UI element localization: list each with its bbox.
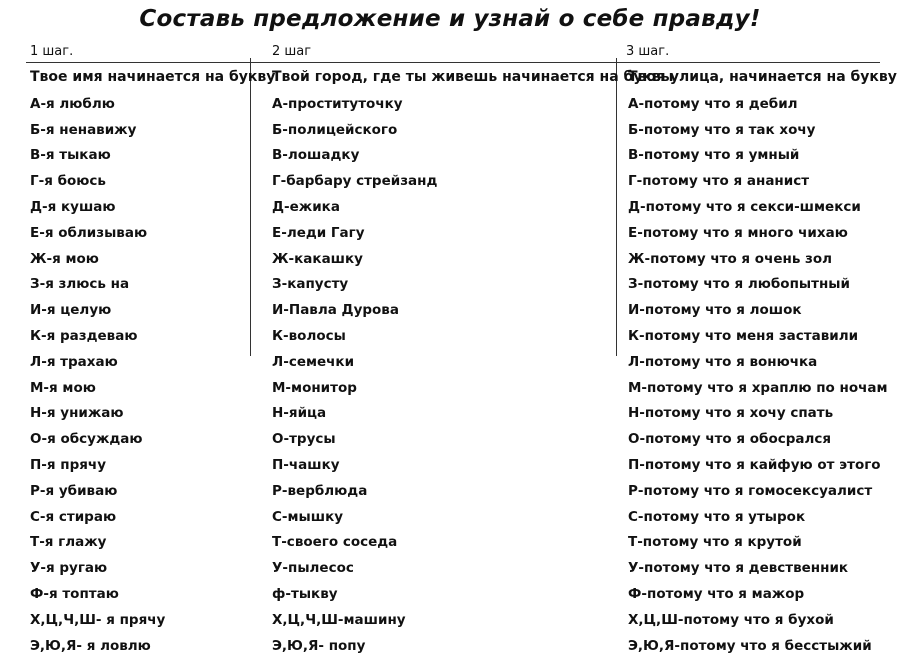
column-divider-2 (616, 58, 617, 356)
column-name-letter (30, 66, 276, 659)
list-item: М-потому что я храплю по ночам (628, 379, 888, 396)
list-item: Г-я боюсь (30, 173, 106, 190)
list-item: В-я тыкаю (30, 147, 111, 164)
column-header: Твой город, где ты живешь начинается на буквы (272, 69, 674, 85)
list-item: У-я ругаю (30, 560, 108, 577)
list-item: Л-потому что я вонючка (628, 353, 818, 370)
list-item: Н-яйца (272, 405, 327, 422)
step-3-label: 3 шаг. (626, 44, 670, 59)
list-item: З-я злюсь на (30, 276, 130, 293)
list-item: Е-я облизываю (30, 224, 148, 241)
list-item: О-я обсуждаю (30, 431, 143, 448)
list-item: И-Павла Дурова (272, 302, 399, 319)
list-item: Н-я унижаю (30, 405, 124, 422)
list-item: О-потому что я обосрался (628, 431, 832, 448)
list-item: ф-тыкву (272, 585, 338, 602)
list-item: Ф-я топтаю (30, 585, 119, 602)
list-item: А-я люблю (30, 95, 115, 112)
list-item: А-потому что я дебил (628, 95, 798, 112)
list-item: У-пылесос (272, 560, 354, 577)
step-2-label: 2 шаг (272, 44, 312, 59)
page-title: Составь предложение и узнай о себе правду! (139, 6, 761, 32)
header-divider (26, 62, 880, 63)
column-city-letter (272, 66, 674, 659)
list-item: П-потому что я кайфую от этого (628, 456, 881, 473)
list-item: С-потому что я утырок (628, 508, 806, 525)
list-item: О-трусы (272, 431, 336, 448)
list-item: Р-я убиваю (30, 482, 118, 499)
list-item: К-потому что меня заставили (628, 327, 859, 344)
list-item: У-потому что я девственник (628, 560, 849, 577)
column-divider-1 (250, 58, 251, 356)
list-item: С-мышку (272, 508, 344, 525)
list-item: М-я мою (30, 379, 96, 396)
list-item: Ж-какашку (272, 250, 363, 267)
list-item: Л-я трахаю (30, 353, 118, 370)
step-1-label: 1 шаг. (30, 44, 74, 59)
list-item: Э,Ю,Я- попу (272, 637, 366, 654)
list-item: Л-семечки (272, 353, 355, 370)
list-item: Н-потому что я хочу спать (628, 405, 834, 422)
column-header: Твоя улица, начинается на букву (628, 69, 897, 85)
list-item: И-потому что я лошок (628, 302, 802, 319)
list-item: Д-потому что я секси-шмекси (628, 198, 861, 215)
list-item: П-я прячу (30, 456, 106, 473)
list-item: Г-потому что я ананист (628, 173, 810, 190)
column-street-letter (628, 66, 897, 659)
list-item: Ж-потому что я очень зол (628, 250, 833, 267)
list-item: Х,Ц,Ш-потому что я бухой (628, 611, 834, 628)
list-item: Э,Ю,Я- я ловлю (30, 637, 151, 654)
list-item: В-лошадку (272, 147, 360, 164)
list-item: Т-я глажу (30, 534, 107, 551)
list-item: Э,Ю,Я-потому что я бесстыжий (628, 637, 872, 654)
list-item: С-я стираю (30, 508, 117, 525)
list-item: Р-потому что я гомосексуалист (628, 482, 873, 499)
list-item: Ф-потому что я мажор (628, 585, 805, 602)
list-item: Х,Ц,Ч,Ш-машину (272, 611, 406, 628)
list-item: Т-потому что я крутой (628, 534, 802, 551)
list-item: В-потому что я умный (628, 147, 800, 164)
list-item: Б-я ненавижу (30, 121, 137, 138)
list-item: З-капусту (272, 276, 349, 293)
list-item: Ж-я мою (30, 250, 99, 267)
list-item: Т-своего соседа (272, 534, 398, 551)
list-item: Х,Ц,Ч,Ш- я прячу (30, 611, 166, 628)
list-item: А-проституточку (272, 95, 403, 112)
list-item: И-я целую (30, 302, 112, 319)
list-item: Д-я кушаю (30, 198, 116, 215)
list-item: Е-леди Гагу (272, 224, 365, 241)
list-item: Б-потому что я так хочу (628, 121, 816, 138)
list-item: Д-ежика (272, 198, 340, 215)
list-item: М-монитор (272, 379, 357, 396)
column-header: Твое имя начинается на букву (30, 69, 276, 85)
list-item: Г-барбару стрейзанд (272, 173, 438, 190)
list-item: З-потому что я любопытный (628, 276, 850, 293)
list-item: К-я раздеваю (30, 327, 138, 344)
list-item: К-волосы (272, 327, 346, 344)
list-item: Р-верблюда (272, 482, 368, 499)
list-item: Б-полицейского (272, 121, 398, 138)
list-item: Е-потому что я много чихаю (628, 224, 848, 241)
list-item: П-чашку (272, 456, 340, 473)
